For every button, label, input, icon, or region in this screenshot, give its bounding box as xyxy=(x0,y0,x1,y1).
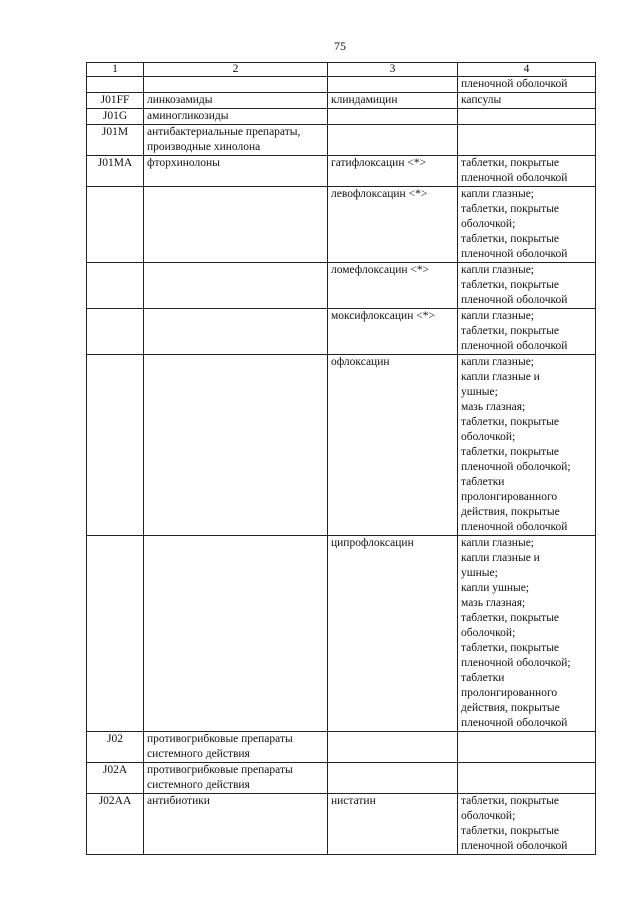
drug-name-cell: моксифлоксацин <*> xyxy=(328,309,458,355)
table-header-row xyxy=(87,63,596,77)
group-name-cell xyxy=(144,355,328,536)
dosage-form-line: оболочкой; xyxy=(461,431,516,443)
group-name-cell xyxy=(144,125,328,156)
dosage-form-line: капли глазные; xyxy=(461,264,534,276)
dosage-form-line: пленочной оболочкой xyxy=(461,248,568,260)
dosage-form-line: таблетки, покрытые xyxy=(461,795,560,807)
dosage-form-cell xyxy=(458,77,596,93)
drug-name-cell: нистатин xyxy=(328,794,458,855)
dosage-form-line: пленочной оболочкой xyxy=(461,521,568,533)
dosage-form-line: мазь глазная; xyxy=(461,401,526,413)
dosage-form-cell xyxy=(458,156,596,187)
drug-name-cell xyxy=(328,763,458,794)
group-name-cell xyxy=(144,763,328,794)
dosage-form-line: пленочной оболочкой xyxy=(461,172,568,184)
table-row xyxy=(87,263,596,309)
dosage-form-cell xyxy=(458,794,596,855)
table-row xyxy=(87,109,596,125)
dosage-form-line: капли глазные и xyxy=(461,552,540,564)
dosage-form-line: таблетки, покрытые xyxy=(461,279,560,291)
drug-name-cell: ципрофлоксацин xyxy=(328,536,458,732)
drug-name-cell: ломефлоксацин <*> xyxy=(328,263,458,309)
dosage-form-line: ушные; xyxy=(461,386,498,398)
group-name-line: системного действия xyxy=(147,748,250,760)
dosage-form-line: таблетки xyxy=(461,476,505,488)
dosage-form-line: капли глазные; xyxy=(461,310,534,322)
group-name-line: линкозамиды xyxy=(147,94,213,106)
dosage-form-cell xyxy=(458,355,596,536)
group-name-cell xyxy=(144,77,328,93)
dosage-form-line: таблетки, покрытые xyxy=(461,446,560,458)
atc-code-cell xyxy=(87,187,144,263)
dosage-form-line: пролонгированного xyxy=(461,687,558,699)
dosage-form-line: капли глазные и xyxy=(461,371,540,383)
atc-code-cell: J01MA xyxy=(87,156,144,187)
table-row xyxy=(87,156,596,187)
group-name-line: противогрибковые препараты xyxy=(147,764,293,776)
dosage-form-line: мазь глазная; xyxy=(461,597,526,609)
dosage-form-line: ушные; xyxy=(461,567,498,579)
dosage-form-line: действия, покрытые xyxy=(461,702,560,714)
group-name-line: системного действия xyxy=(147,779,250,791)
dosage-form-line: таблетки, покрытые xyxy=(461,416,560,428)
group-name-cell xyxy=(144,93,328,109)
dosage-form-line: оболочкой; xyxy=(461,218,516,230)
group-name-cell xyxy=(144,794,328,855)
group-name-line: производные хинолона xyxy=(147,141,261,153)
dosage-form-line: пленочной оболочкой xyxy=(461,340,568,352)
atc-code-cell: J02 xyxy=(87,732,144,763)
table-row xyxy=(87,309,596,355)
drug-name-cell: клиндамицин xyxy=(328,93,458,109)
table-row xyxy=(87,187,596,263)
dosage-form-line: таблетки, покрытые xyxy=(461,825,560,837)
dosage-form-line: таблетки, покрытые xyxy=(461,612,560,624)
dosage-form-line: таблетки, покрытые xyxy=(461,325,560,337)
group-name-cell xyxy=(144,732,328,763)
dosage-form-cell xyxy=(458,263,596,309)
dosage-form-line: действия, покрытые xyxy=(461,506,560,518)
table-row xyxy=(87,93,596,109)
dosage-form-line: пленочной оболочкой xyxy=(461,717,568,729)
atc-code-cell: J02A xyxy=(87,763,144,794)
dosage-form-cell xyxy=(458,93,596,109)
group-name-cell xyxy=(144,109,328,125)
drug-name-cell xyxy=(328,77,458,93)
group-name-line: антибиотики xyxy=(147,795,210,807)
dosage-form-line: оболочкой; xyxy=(461,810,516,822)
header-col-2: 2 xyxy=(144,63,328,77)
dosage-form-line: пленочной оболочкой; xyxy=(461,461,571,473)
dosage-form-cell xyxy=(458,732,596,763)
table-row xyxy=(87,77,596,93)
table-row xyxy=(87,732,596,763)
table-row xyxy=(87,536,596,732)
group-name-line: противогрибковые препараты xyxy=(147,733,293,745)
dosage-form-line: пролонгированного xyxy=(461,491,558,503)
group-name-cell xyxy=(144,309,328,355)
group-name-cell xyxy=(144,187,328,263)
group-name-cell xyxy=(144,156,328,187)
dosage-form-line: таблетки, покрытые xyxy=(461,157,560,169)
dosage-form-cell xyxy=(458,536,596,732)
dosage-form-cell xyxy=(458,309,596,355)
dosage-form-line: пленочной оболочкой xyxy=(461,294,568,306)
dosage-form-line: таблетки, покрытые xyxy=(461,233,560,245)
atc-code-cell: J02AA xyxy=(87,794,144,855)
atc-code-cell xyxy=(87,355,144,536)
table-row xyxy=(87,125,596,156)
drug-name-cell xyxy=(328,109,458,125)
table-row xyxy=(87,794,596,855)
atc-code-cell: J01FF xyxy=(87,93,144,109)
atc-code-cell xyxy=(87,309,144,355)
dosage-form-line: таблетки, покрытые xyxy=(461,203,560,215)
dosage-form-cell xyxy=(458,763,596,794)
drug-name-cell xyxy=(328,125,458,156)
dosage-form-line: капли глазные; xyxy=(461,356,534,368)
dosage-form-line: капсулы xyxy=(461,94,502,106)
atc-code-cell: J01G xyxy=(87,109,144,125)
dosage-form-line: капли глазные; xyxy=(461,537,534,549)
dosage-form-line: капли ушные; xyxy=(461,582,530,594)
dosage-form-line: оболочкой; xyxy=(461,627,516,639)
drug-name-cell: левофлоксацин <*> xyxy=(328,187,458,263)
atc-code-cell xyxy=(87,263,144,309)
header-col-1: 1 xyxy=(87,63,144,77)
dosage-form-line: пленочной оболочкой xyxy=(461,78,568,90)
dosage-form-line: таблетки, покрытые xyxy=(461,642,560,654)
drug-name-cell xyxy=(328,732,458,763)
drug-name-cell: гатифлоксацин <*> xyxy=(328,156,458,187)
header-col-4: 4 xyxy=(458,63,596,77)
page-number: 75 xyxy=(334,39,346,53)
dosage-form-line: пленочной оболочкой xyxy=(461,840,568,852)
table-row xyxy=(87,355,596,536)
dosage-form-line: пленочной оболочкой; xyxy=(461,657,571,669)
drug-name-cell: офлоксацин xyxy=(328,355,458,536)
dosage-form-cell xyxy=(458,109,596,125)
dosage-form-cell xyxy=(458,125,596,156)
atc-code-cell xyxy=(87,536,144,732)
atc-code-cell: J01M xyxy=(87,125,144,156)
group-name-line: аминогликозиды xyxy=(147,110,229,122)
group-name-cell xyxy=(144,536,328,732)
atc-code-cell xyxy=(87,77,144,93)
header-col-3: 3 xyxy=(328,63,458,77)
group-name-cell xyxy=(144,263,328,309)
dosage-form-line: таблетки xyxy=(461,672,505,684)
dosage-form-cell xyxy=(458,187,596,263)
group-name-line: фторхинолоны xyxy=(147,157,220,169)
dosage-form-line: капли глазные; xyxy=(461,188,534,200)
group-name-line: антибактериальные препараты, xyxy=(147,126,301,138)
drug-table xyxy=(86,62,596,855)
table-row xyxy=(87,763,596,794)
